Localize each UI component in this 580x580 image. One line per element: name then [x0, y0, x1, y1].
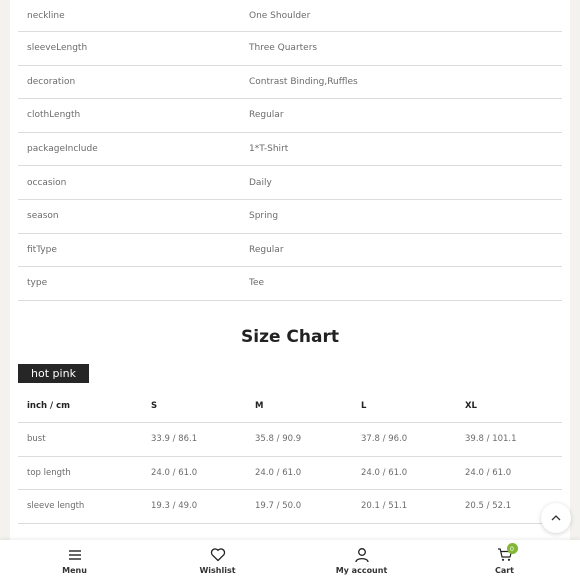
- attribute-row: [18, 32, 562, 66]
- size-header-cell: S: [151, 400, 158, 411]
- attribute-value: Contrast Binding,Ruffles: [249, 76, 358, 87]
- color-tag: hot pink: [18, 364, 89, 383]
- attribute-row: [18, 0, 562, 32]
- attribute-value: Regular: [249, 244, 284, 255]
- attribute-key: decoration: [27, 76, 76, 87]
- attribute-value: Regular: [249, 110, 284, 121]
- hamburger-menu-icon: [67, 546, 83, 563]
- attribute-row: [18, 234, 562, 268]
- user-icon: [354, 546, 370, 563]
- size-row-label: sleeve length: [27, 501, 85, 512]
- attribute-key: packageInclude: [27, 144, 98, 155]
- size-chart-header-row: [18, 389, 562, 423]
- attribute-key: season: [27, 211, 59, 222]
- nav-cart-button[interactable]: [432, 540, 577, 580]
- attribute-value: One Shoulder: [249, 10, 311, 21]
- product-details-card: [10, 0, 570, 580]
- attribute-row: [18, 66, 562, 100]
- size-cell: 24.0 / 61.0: [255, 467, 302, 478]
- table-row: [18, 457, 562, 491]
- attribute-row: [18, 166, 562, 200]
- scroll-to-top-button[interactable]: [541, 503, 571, 533]
- nav-label: My account: [335, 566, 388, 575]
- table-row: [18, 423, 562, 457]
- nav-wishlist-button[interactable]: [145, 540, 290, 580]
- nav-label: Wishlist: [199, 566, 236, 575]
- cart-icon: [497, 546, 513, 563]
- attribute-key: clothLength: [27, 110, 81, 121]
- attribute-key: fitType: [27, 244, 57, 255]
- attribute-row: [18, 267, 562, 301]
- size-row-label: bust: [27, 434, 46, 445]
- cart-count-badge: 0: [507, 543, 518, 554]
- size-cell: 20.5 / 52.1: [465, 501, 512, 512]
- size-header-cell: inch / cm: [27, 400, 70, 411]
- attribute-key: type: [27, 278, 48, 289]
- size-cell: 24.0 / 61.0: [151, 467, 198, 478]
- nav-label: Cart: [494, 566, 515, 575]
- attribute-row: [18, 133, 562, 167]
- size-chart-title: Size Chart: [241, 327, 339, 347]
- nav-account-button[interactable]: [289, 540, 434, 580]
- heart-icon: [210, 546, 226, 563]
- size-header-cell: M: [255, 400, 264, 411]
- attribute-key: neckline: [27, 10, 65, 21]
- attribute-row: [18, 200, 562, 234]
- bottom-navigation-bar: [0, 540, 580, 580]
- size-chart-table: [18, 389, 562, 524]
- size-cell: 35.8 / 90.9: [255, 434, 302, 445]
- attribute-value: Daily: [249, 177, 272, 188]
- size-cell: 19.7 / 50.0: [255, 501, 302, 512]
- size-cell: 20.1 / 51.1: [361, 501, 408, 512]
- chevron-up-icon: [550, 509, 562, 528]
- size-cell: 19.3 / 49.0: [151, 501, 198, 512]
- size-row-label: top length: [27, 467, 71, 478]
- attribute-value: Spring: [249, 211, 279, 222]
- size-cell: 37.8 / 96.0: [361, 434, 408, 445]
- attributes-table: [18, 0, 562, 301]
- attribute-value: Tee: [249, 278, 265, 289]
- table-row: [18, 490, 562, 524]
- size-cell: 33.9 / 86.1: [151, 434, 198, 445]
- attribute-key: sleeveLength: [27, 43, 88, 54]
- attribute-value: Three Quarters: [249, 43, 318, 54]
- size-cell: 24.0 / 61.0: [465, 467, 512, 478]
- size-header-cell: L: [361, 400, 367, 411]
- attribute-value: 1*T-Shirt: [249, 144, 289, 155]
- size-cell: 24.0 / 61.0: [361, 467, 408, 478]
- size-cell: 39.8 / 101.1: [465, 434, 517, 445]
- size-header-cell: XL: [465, 400, 477, 411]
- nav-label: Menu: [62, 566, 87, 575]
- attribute-row: [18, 99, 562, 133]
- attribute-key: occasion: [27, 177, 67, 188]
- nav-menu-button[interactable]: [2, 540, 147, 580]
